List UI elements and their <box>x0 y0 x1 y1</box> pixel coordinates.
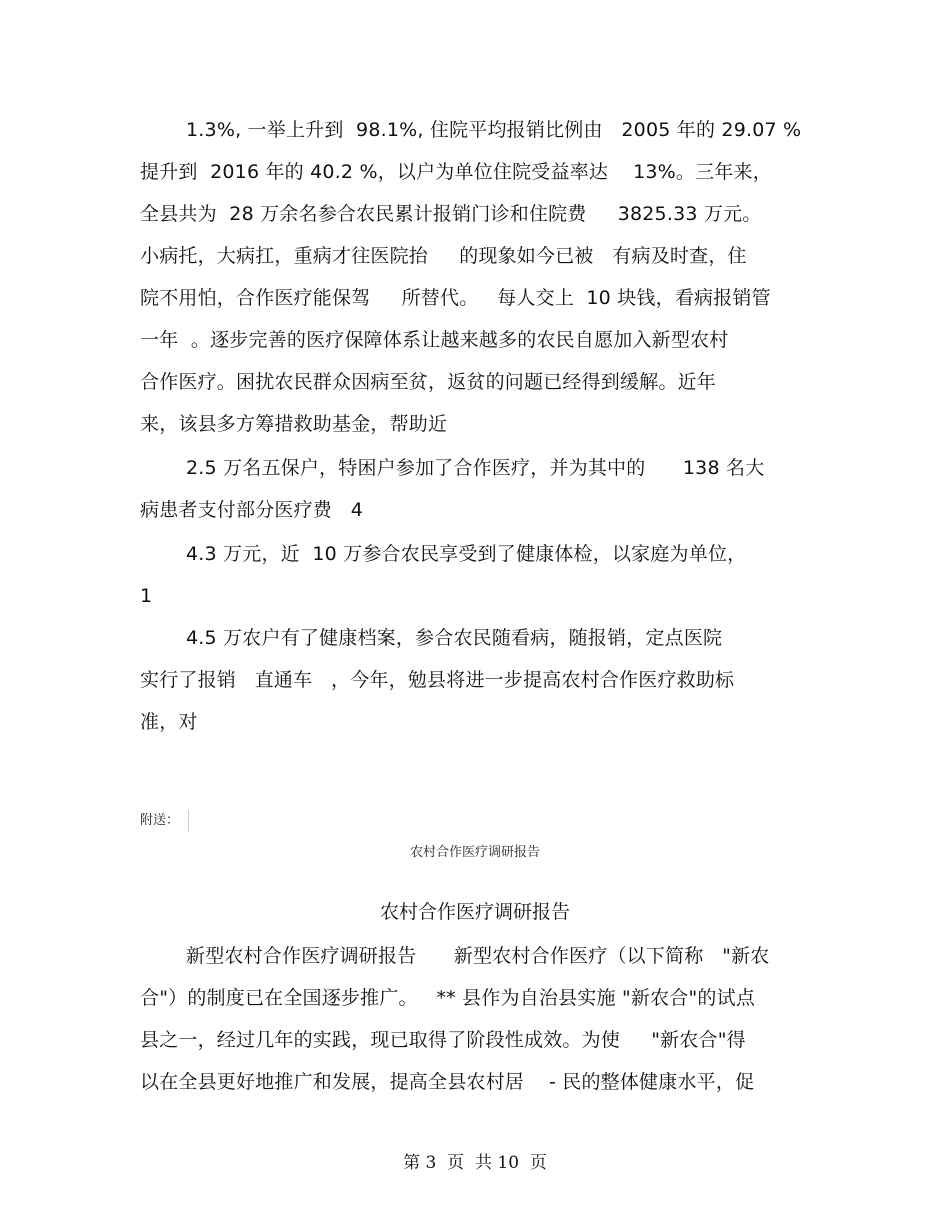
report-title: 农村合作医疗调研报告 <box>379 901 570 923</box>
attachment-label: 附送： <box>140 813 180 828</box>
page-footer: 第 3 页 共 10 页 <box>403 1153 547 1173</box>
body-line-13: 4.5 万农户有了健康档案，参合农民随看病，随报销，定点医院 <box>186 627 723 649</box>
body-line-5: 院不用怕，合作医疗能保驾 所替代。 每人交上 10 块钱，看病报销管 <box>140 287 771 309</box>
body-line-2: 提升到 2016 年的 40.2 %，以户为单位住院受益率达 13%。三年来， <box>140 161 772 183</box>
body-line-14: 实行了报销 直通车 ，今年，勉县将进一步提高农村合作医疗救助标 <box>140 669 735 691</box>
attachment-small-title: 农村合作医疗调研报告 <box>409 845 540 860</box>
body-line-10: 病患者支付部分医疗费 4 <box>140 499 364 521</box>
report-line-1: 新型农村合作医疗调研报告 新型农村合作医疗（以下简称 "新农 <box>186 945 770 967</box>
body-line-11: 4.3 万元，近 10 万参合农民享受到了健康体检，以家庭为单位， <box>186 543 747 565</box>
body-line-3: 全县共为 28 万余名参合农民累计报销门诊和住院费 3825.33 万元。 <box>140 203 762 225</box>
body-line-7: 合作医疗。困扰农民群众因病至贫，返贫的问题已经得到缓解。近年 <box>140 371 717 393</box>
body-line-6: 一年 。逐步完善的医疗保障体系让越来越多的农民自愿加入新型农村 <box>140 329 729 351</box>
report-line-2: 合"）的制度已在全国逐步推广。 ** 县作为自治县实施 "新农合"的试点 <box>140 987 756 1009</box>
attachment-divider <box>188 810 189 832</box>
body-line-12: 1 <box>140 585 153 607</box>
report-line-3: 县之一，经过几年的实践，现已取得了阶段性成效。为使 "新农合"得 <box>140 1029 746 1051</box>
report-line-4: 以在全县更好地推广和发展，提高全县农村居 - 民的整体健康水平，促 <box>140 1071 755 1093</box>
body-line-8: 来，该县多方筹措救助基金，帮助近 <box>140 413 448 435</box>
body-line-4: 小病托，大病扛，重病才往医院抬 的现象如今已被 有病及时查，住 <box>140 245 747 267</box>
body-line-1: 1.3%, 一举上升到 98.1%, 住院平均报销比例由 2005 年的 29.07 % <box>186 119 802 141</box>
body-line-9: 2.5 万名五保户，特困户参加了合作医疗，并为其中的 138 名大 <box>186 457 765 479</box>
body-line-15: 准，对 <box>140 711 198 733</box>
